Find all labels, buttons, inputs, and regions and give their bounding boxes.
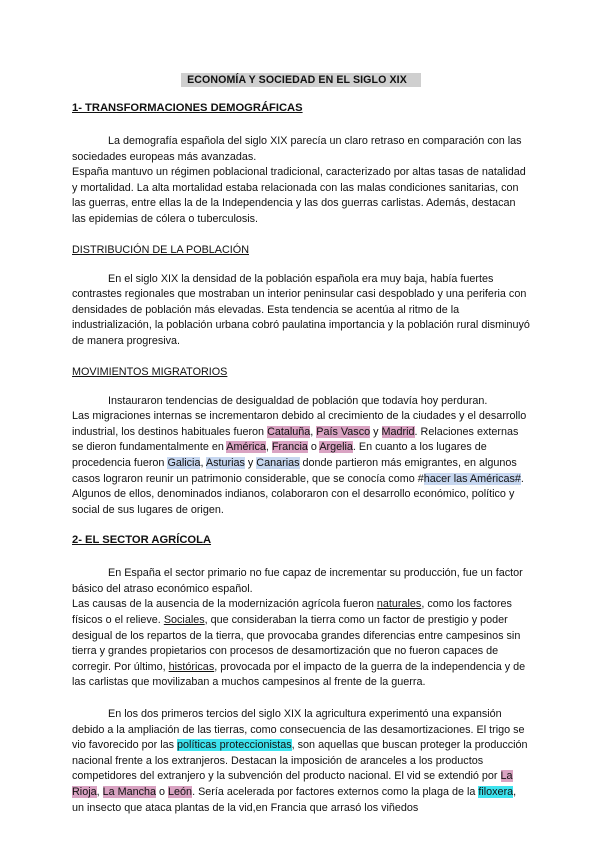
text-run: . Algunos de ellos, denominados indianos, colaboraron con el desarrollo económico, político y social de sus lugares de origen. [72,472,524,516]
highlight-pais-vasco: País Vasco [316,425,371,438]
highlight-asturias: Asturias [205,456,245,469]
title-wrap [72,70,530,88]
text-run: o [307,441,320,454]
highlight-hacer-americas: hacer las Américas# [423,472,521,485]
highlight-leon: León [168,786,193,798]
highlight-cataluna: Cataluña [267,425,311,438]
section-1-paragraph-2: España mantuvo un régimen poblacional tradicional, caracterizado por altas tasas de natalidad y mortalidad. La alta mortalidad estaba relacionada con las malas condiciones sanitarias, con las guerras, entre ellas la de la Independencia y las dos guerras carlistas. Además, destacan las epidemias de cólera o tuberculosis. [72,166,526,225]
section-2-heading: 2- EL SECTOR AGRÍCOLA [72,534,212,547]
underline-sociales: Sociales [163,614,205,627]
text-run: , un insecto que ataca plantas de la vid,en Francia que arrasó los viñedos [72,786,517,814]
section-2-paragraph-1: En España el sector primario no fue capaz de incrementar su producción, fue un factor básico del atraso económico español. [72,567,523,595]
text-run: , [265,441,272,454]
highlight-galicia: Galicia [167,456,201,469]
text-run: , como los factores físicos o el relieve. [72,598,512,627]
text-run: Las migraciones internas se incrementaron debido al crecimiento de la ciudades y el desarrollo industrial, los destinos habituales fueron [72,410,527,438]
underline-historicas: históricas [168,660,215,673]
highlight-politicas-proteccionistas: políticas proteccionistas [177,739,292,752]
highlight-argelia: Argelia [319,441,353,454]
text-run: , provocada por el impacto de la guerra de la independencia y de las carlistas que movilizaban a muchos campesinos al frente de la guerra. [72,660,526,689]
text-run: . Sería acelerada por factores externos como la plaga de la [192,786,479,798]
underline-naturales: naturales [376,598,422,611]
text-run: . Relaciones externas se dieron fundamentalmente en [72,425,519,454]
highlight-la-rioja: La Rioja [72,770,513,798]
highlight-filoxera: filoxera [478,786,514,798]
movimientos-heading: MOVIMIENTOS MIGRATORIOS [72,365,228,378]
text-run: Las causas de la ausencia de la modernización agrícola fueron [72,598,377,611]
highlight-madrid: Madrid [381,425,415,438]
text-run: . En cuanto a los lugares de procedencia fueron [72,441,487,469]
distribucion-heading: DISTRIBUCIÓN DE LA POBLACIÓN [72,243,249,256]
text-run: donde partieron más emigrantes, en algunos casos lograron reunir un patrimonio considerable, que se conocía como # [72,456,517,485]
text-run: o [156,786,169,798]
section-1-paragraph-1: La demografía española del siglo XIX parecía un claro retraso en comparación con las sociedades europeas más avanzadas. [72,135,522,163]
text-run: En los dos primeros tercios del siglo XIX la agricultura experimentó una expansión debido a la ampliación de las tierras, como consecuencia de las desamortizaciones. El trigo se vio favorecido por las [72,708,525,752]
movimientos-paragraph-2 [72,409,530,518]
distribucion-paragraph: En el siglo XIX la densidad de la población española era muy baja, había fuertes contrastes regionales que mostraban un interior peninsular casi despoblado y una periferia con densidades de población más elevadas. Esta tendencia se acentúa al ritmo de la industrialización, la población urbana cobró paulatina importancia y la población rural disminuyó de manera progresiva. [72,272,530,347]
movimientos-paragraph-1: Instauraron tendencias de desigualdad de población que todavía hoy perduran. [108,394,488,407]
document-title: ECONOMÍA Y SOCIEDAD EN EL SIGLO XIX [181,73,421,87]
text-run: y [244,456,257,469]
section-2-paragraph-3 [72,707,530,816]
text-run: , son aquellas que buscan proteger la producción nacional frente a los extranjeros. Destacan la imposición de aranceles a los productos competidores del extranjero y la subvención del producto nacional. El vid se extendió por [72,739,528,783]
text-run: , [96,786,103,798]
highlight-francia: Francia [271,441,308,454]
text-run: , [310,425,317,438]
text-run: , que consideraban la tierra como un factor de prestigio y poder desigual de los repartos de la tierra, que provocaba grandes diferencias entre campesinos sin tierra y grandes propietarios con procesos de desamortización que no fueron capaces de corregir. Por último, [72,614,521,673]
text-run: y [370,425,382,438]
highlight-la-mancha: La Mancha [102,786,157,798]
highlight-america: América [226,441,266,454]
highlight-canarias: Canarias [256,456,300,469]
section-1-heading: 1- TRANSFORMACIONES DEMOGRÁFICAS [72,102,303,114]
text-run: , [200,456,206,469]
section-2-paragraph-2 [72,597,530,691]
